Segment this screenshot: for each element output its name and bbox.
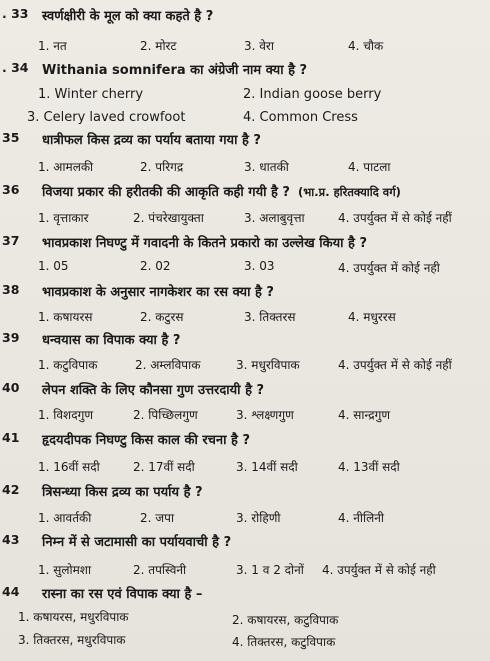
option-2: 2. कटुरस bbox=[140, 310, 184, 324]
option-3: 3. Celery laved crowfoot bbox=[27, 110, 186, 125]
option-2: 2. पंचरेखायुक्ता bbox=[133, 211, 204, 225]
option-4: 4. नीलिनी bbox=[338, 511, 385, 525]
option-3: 3. 03 bbox=[244, 259, 275, 273]
option-1: 1. आमलकी bbox=[38, 160, 94, 174]
option-4: 4. मधुररस bbox=[348, 310, 396, 324]
option-1: 1. कषायरस, मधुरविपाक bbox=[18, 610, 129, 624]
question-text: भावप्रकाश के अनुसार नागकेशर का रस क्या है ? bbox=[42, 285, 274, 300]
option-2: 2. पिच्छिलगुण bbox=[133, 408, 198, 422]
option-1: 1. सुलोमशा bbox=[38, 563, 92, 577]
option-2: 2. तपस्विनी bbox=[133, 563, 187, 577]
question-number: 38 bbox=[2, 282, 20, 297]
option-4: 4. उपर्युक्त में से कोई नही bbox=[322, 563, 436, 577]
option-2: 2. 02 bbox=[140, 259, 171, 273]
question-text: रास्ना का रस एवं विपाक क्या है – bbox=[42, 587, 203, 602]
option-4: 4. Common Cress bbox=[243, 110, 358, 125]
option-2: 2. परिगद्र bbox=[140, 160, 184, 174]
question-text bbox=[42, 182, 401, 200]
option-4: 4. चौक bbox=[348, 39, 384, 53]
question-number: 40 bbox=[2, 380, 20, 395]
option-2: 2. Indian goose berry bbox=[243, 87, 382, 102]
option-1: 1. Winter cherry bbox=[38, 87, 144, 102]
question-text: धन्वयास का विपाक क्या है ? bbox=[42, 333, 181, 348]
option-1: 1. वृत्ताकार bbox=[38, 211, 89, 225]
option-2: 2. अम्लविपाक bbox=[135, 358, 201, 372]
question-number: 41 bbox=[2, 430, 20, 445]
option-1: 1. 05 bbox=[38, 259, 69, 273]
question-number: 36 bbox=[2, 182, 20, 197]
question-number: 44 bbox=[2, 584, 20, 599]
option-3: 3. मधुरविपाक bbox=[236, 358, 300, 372]
question-text: धात्रीफल किस द्रव्य का पर्याय बताया गया है ? bbox=[42, 133, 261, 148]
question-text: निम्न में से जटामासी का पर्यायवाची है ? bbox=[42, 535, 232, 550]
option-4: 4. उपर्युक्त में कोई नही bbox=[338, 261, 440, 275]
option-1: 1. विशदगुण bbox=[38, 408, 94, 422]
question-number: 35 bbox=[2, 130, 20, 145]
question-source-note: (भा.प्र. हरितक्यादि वर्ग) bbox=[297, 185, 401, 199]
question-text-main: विजया प्रकार की हरीतकी की आकृति कही गयी है ? bbox=[42, 185, 290, 200]
option-2: 2. कषायरस, कटुविपाक bbox=[232, 613, 339, 627]
option-4: 4. उपर्युक्त में से कोई नहीं bbox=[338, 211, 452, 225]
question-number: . 34 bbox=[2, 60, 29, 75]
option-2: 2. मोरट bbox=[140, 39, 177, 53]
question-number: 42 bbox=[2, 482, 20, 497]
option-2: 2. जपा bbox=[140, 511, 175, 525]
option-3: 3. 14वीं सदी bbox=[236, 460, 298, 474]
option-3: 3. वेरा bbox=[244, 39, 274, 53]
option-3: 3. 1 व 2 दोनों bbox=[236, 563, 304, 577]
option-3: 3. तिक्तरस bbox=[244, 310, 296, 324]
option-3: 3. धातकी bbox=[244, 160, 289, 174]
question-number: 39 bbox=[2, 330, 20, 345]
question-text: हृदयदीपक निघण्टु किस काल की रचना है ? bbox=[42, 433, 251, 448]
question-text: भावप्रकाश निघण्टु में गवादनी के कितने प्रकारो का उल्लेख किया है ? bbox=[42, 236, 368, 251]
option-4: 4. सान्द्रगुण bbox=[338, 408, 390, 422]
option-3: 3. श्लक्ष्णगुण bbox=[236, 408, 294, 422]
question-text: स्वर्णक्षीरी के मूल को क्या कहते है ? bbox=[42, 9, 214, 24]
option-3: 3. अलाबुवृत्ता bbox=[244, 211, 305, 225]
option-1: 1. कषायरस bbox=[38, 310, 93, 324]
option-3: 3. रोहिणी bbox=[236, 511, 281, 525]
question-number: 37 bbox=[2, 233, 20, 248]
option-4: 4. तिक्तरस, कटुविपाक bbox=[232, 635, 336, 649]
question-text: लेपन शक्ति के लिए कौनसा गुण उत्तरदायी है ? bbox=[42, 383, 265, 398]
option-4: 4. 13वीं सदी bbox=[338, 460, 400, 474]
question-number: . 33 bbox=[2, 6, 29, 21]
option-2: 2. 17वीं सदी bbox=[133, 460, 195, 474]
option-4: 4. पाटला bbox=[348, 160, 391, 174]
question-text: Withania somnifera का अंग्रेजी नाम क्या है ? bbox=[42, 63, 308, 78]
option-1: 1. 16वीं सदी bbox=[38, 460, 100, 474]
option-3: 3. तिक्तरस, मधुरविपाक bbox=[18, 633, 126, 647]
option-1: 1. कटुविपाक bbox=[38, 358, 98, 372]
question-number: 43 bbox=[2, 532, 20, 547]
question-text: त्रिसन्ध्या किस द्रव्य का पर्याय है ? bbox=[42, 485, 203, 500]
option-1: 1. नत bbox=[38, 39, 67, 53]
option-4: 4. उपर्युक्त में से कोई नहीं bbox=[338, 358, 452, 372]
option-1: 1. आवर्तकी bbox=[38, 511, 92, 525]
